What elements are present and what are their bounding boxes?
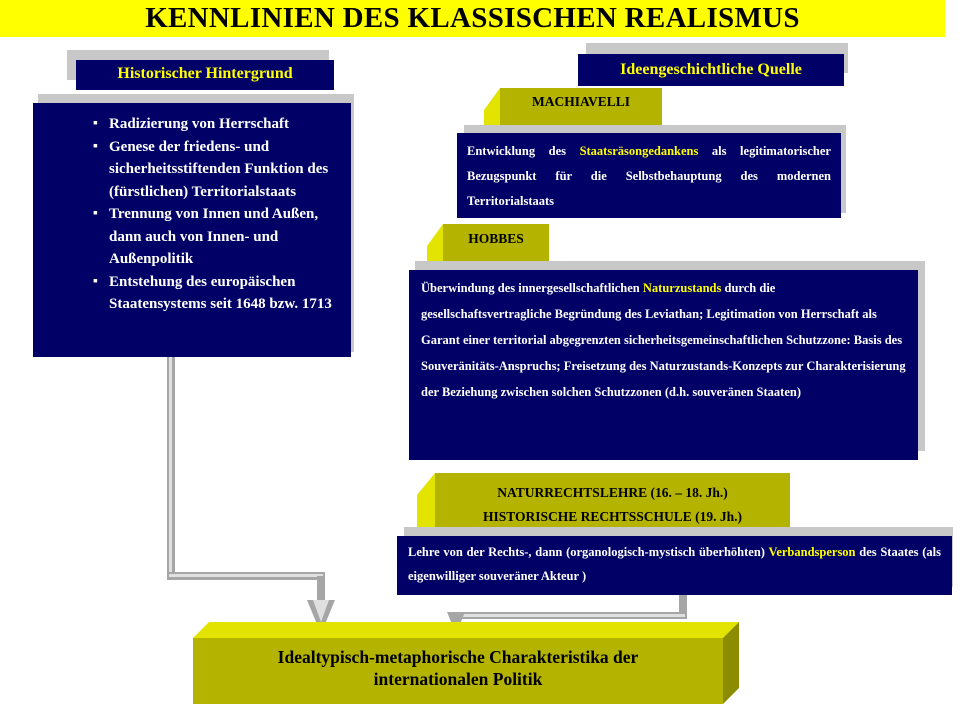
machiavelli-highlight: Staatsräsongedankens bbox=[579, 144, 699, 158]
machiavelli-label: MACHIAVELLI bbox=[531, 94, 631, 109]
naturrecht-label-line2: HISTORISCHE RECHTSSCHULE (19. Jh.) bbox=[483, 509, 742, 524]
bullet-item: ▪ Radizierung von Herrschaft bbox=[89, 113, 341, 136]
hobbes-text-start: Überwindung des innergesellschaftlichen bbox=[421, 281, 643, 295]
bottom-line1: Idealtypisch-metaphorische Charakteristika der bbox=[277, 647, 639, 667]
hobbes-text-end: durch die gesellschaftsvertragliche Begründung des Leviathan; Legitimation von Herrschaft als Garant einer territorial abgegrenzten sicherheitsgemeinschaftlichen Schutzzone: Basis des Souveränitäts-Anspruchs; Freisetzung des Naturzustands-Konzepts zur Charakterisierung der Beziehung zwischen solchen Schutzzonen (d.h. souveränen Staaten) bbox=[421, 281, 906, 399]
machiavelli-text-end: als legitimatorischer Bezugspunkt für die Selbstbehauptung des modernen Territorialstaats bbox=[467, 144, 831, 208]
naturrecht-box bbox=[397, 536, 952, 595]
bottom-line2: internationalen Politik bbox=[373, 669, 543, 689]
left-header: Historischer Hintergrund bbox=[76, 60, 334, 90]
naturrecht-highlight: Verbandsperson bbox=[768, 545, 856, 559]
bullet-item: ▪ Entstehung des europäischen Staatensystems seit 1648 bzw. 1713 bbox=[89, 271, 341, 316]
bullet-item: ▪ Trennung von Innen und Außen, dann auch von Innen- und Außenpolitik bbox=[89, 203, 341, 271]
naturrecht-label bbox=[435, 481, 790, 529]
naturrecht-text-end: des Staates (als eigenwilliger souveräner Akteur ) bbox=[408, 545, 941, 583]
machiavelli-text-start: Entwicklung des bbox=[467, 144, 580, 158]
machiavelli-box bbox=[457, 133, 841, 218]
connector-left-vertical-highlight bbox=[169, 356, 172, 578]
hobbes-box bbox=[409, 270, 918, 460]
right-header: Ideengeschichtliche Quelle bbox=[578, 54, 844, 86]
page-title: KENNLINIEN DES KLASSISCHEN REALISMUS bbox=[145, 2, 800, 34]
connector-left-horizontal-highlight bbox=[169, 574, 323, 577]
hobbes-label: HOBBES bbox=[468, 231, 524, 246]
bullet-item: ▪ Genese der friedens- und sicherheitsstiftenden Funktion des (fürstlichen) Territorialstaats bbox=[89, 136, 341, 204]
naturrecht-text-start: Lehre von der Rechts-, dann (organologisch-mystisch überhöhten) bbox=[408, 545, 769, 559]
hobbes-highlight: Naturzustands bbox=[642, 281, 722, 295]
historical-background-box bbox=[33, 103, 351, 357]
naturrecht-label-line1: NATURRECHTSLEHRE (16. – 18. Jh.) bbox=[497, 485, 728, 500]
bottom-box-text bbox=[193, 646, 723, 690]
connector-right-horizontal-highlight bbox=[457, 614, 685, 617]
